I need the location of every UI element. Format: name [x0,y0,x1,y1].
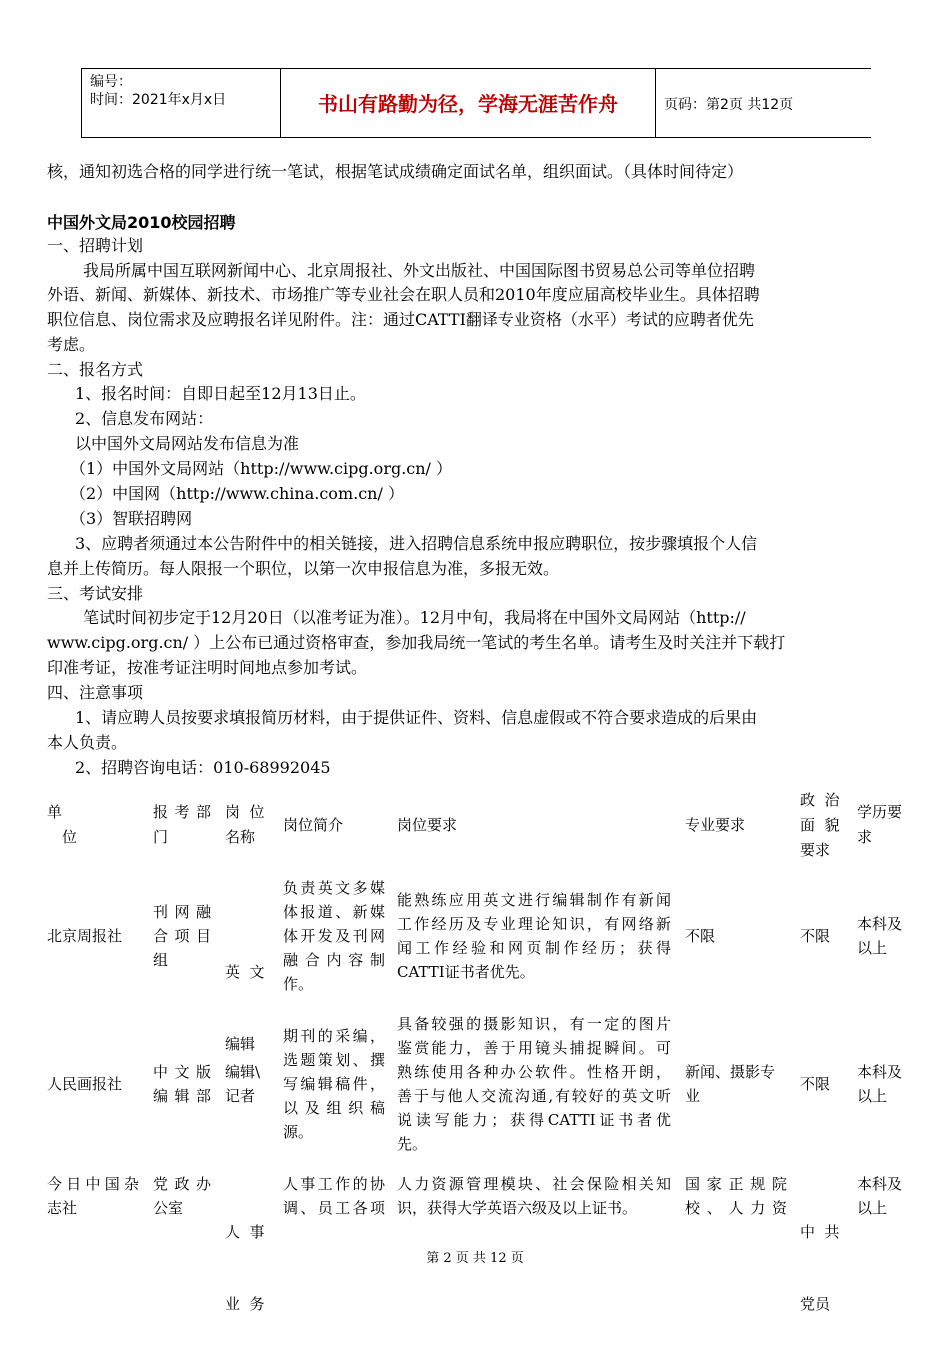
table-cell-unit: 今日中国杂 志社 [47,1175,139,1217]
table-cell-political: 中 共 党员 [800,1223,840,1313]
header-major: 专业要求 [685,816,746,834]
table-cell-position: 人 事 业 务 [225,1223,265,1313]
date-label: 时间：2021年x月x日 [90,92,227,108]
code-label: 编号： [90,74,132,90]
paragraph-line: 职位信息、岗位需求及应聘报名详见附件。注：通过CATTI翻译专业资格（水平）考试的应聘者优先 [47,310,754,329]
paragraph-line: 笔试时间初步定于12月20日（以准考证为准）。12月中旬，我局将在中国外文局网站（http:// [83,608,746,627]
header-education: 学历要 [857,803,903,821]
paragraph-line: 外语、新闻、新媒体、新技术、市场推广等专业社会在职人员和2010年度应届高校毕业生。具体招聘 [47,285,760,304]
table-cell-intro: 期刊的采编， 选题策划、撰 写编辑稿件， 以及组织稿 源。 [283,1027,385,1141]
table-cell-education: 本科及 以上 [857,1175,903,1217]
page-footer: 第 2 页 共 12 页 [426,1251,524,1266]
list-item: 1、请应聘人员按要求填报简历材料，由于提供证件、资料、信息虚假或不符合要求造成的后果由 [75,708,758,727]
paragraph-line: 我局所属中国互联网新闻中心、北京周报社、外文出版社、中国国际图书贸易总公司等单位招聘 [83,261,756,280]
header-page-box [656,69,871,137]
paragraph-line: www.cipg.org.cn/ ）上公布已通过资格审查，参加我局统一笔试的考生名单。请考生及时关注并下载打 [47,633,786,652]
table-cell-dept: 中文版 编辑部 [153,1063,211,1105]
page-number-label: 页码：第2页 共12页 [664,97,794,113]
list-item: 2、招聘咨询电话：010-68992045 [75,758,331,777]
header-intro: 岗位简介 [283,816,344,834]
table-cell-position: 编辑\ 记者 [225,1063,261,1105]
header-political-2: 面 貌 [800,816,840,834]
paragraph-line: 印准考证，按准考证注明时间地点参加考试。 [47,658,368,677]
list-item: （3）智联招聘网 [70,509,193,528]
page-header [81,68,871,138]
list-item: 1、报名时间：自即日起至12月13日止。 [75,384,366,403]
heading-2: 二、报名方式 [47,360,144,379]
table-cell-unit: 人民画报社 [47,1075,123,1093]
table-cell-requirements: 能熟练应用英文进行编辑制作有新闻 工作经历及专业理论知识，有网络新 闻工作经验和网页制作经历；获得 CATTI证书者优先。 [397,891,671,981]
heading-4: 四、注意事项 [47,683,144,702]
header-motto-box [281,69,656,137]
table-cell-requirements: 人力资源管理模块、社会保险相关知 识，获得大学英语六级及以上证书。 [397,1175,671,1217]
header-education-2: 求 [857,828,873,846]
header-political-3: 要求 [800,841,831,859]
motto: 书山有路勤为径，学海无涯苦作舟 [318,92,618,116]
heading-3: 三、考试安排 [47,584,144,603]
table-cell-political: 不限 [800,1075,831,1093]
list-item: 3、应聘者须通过本公告附件中的相关链接，进入招聘信息系统申报应聘职位，按步骤填报个人信 [75,534,758,553]
header-requirements: 岗位要求 [397,816,458,834]
header-unit: 单 [47,803,63,821]
header-position-2: 名称 [225,828,256,846]
table-cell-position: 英 文 编辑 [225,963,265,1053]
paragraph-line: 息并上传简历。每人限报一个职位，以第一次申报信息为准，多报无效。 [47,559,560,578]
table-cell-requirements: 具备较强的摄影知识，有一定的图片 鉴赏能力，善于用镜头捕捉瞬间。可 熟练使用各种办公软件。性格开朗， 善于与他人交流沟通,有较好的英文听 说读写能力；获得CATTI证书者优 先。 [397,1015,671,1153]
list-item: 2、信息发布网站： [75,409,214,428]
table-cell-intro: 人事工作的协 调、员工各项 [283,1175,385,1217]
list-item: 以中国外文局网站发布信息为准 [75,434,300,453]
list-item: （1）中国外文局网站（http://www.cipg.org.cn/ ） [70,459,453,478]
header-dept-2: 门 [153,828,169,846]
table-cell-major: 不限 [685,927,716,945]
table-cell-major: 国家正规院 校、人力资 [685,1175,787,1217]
table-cell-dept: 党政办 公室 [153,1175,211,1217]
paragraph-line: 考虑。 [47,335,96,354]
continuation-line: 核，通知初选合格的同学进行统一笔试，根据笔试成绩确定面试名单，组织面试。（具体时间待定） [47,162,744,181]
table-cell-education: 本科及 以上 [857,915,903,957]
header-position: 岗 位 [225,803,265,821]
table-cell-major: 新闻、摄影专 业 [685,1063,776,1105]
header-meta [81,69,281,137]
header-unit-2: 位 [62,828,78,846]
heading-1: 一、招聘计划 [47,236,144,255]
section-title: 中国外文局2010校园招聘 [47,213,236,232]
list-item: （2）中国网（http://www.china.com.cn/ ） [70,484,404,503]
table-cell-education: 本科及 以上 [857,1063,903,1105]
header-dept: 报考部 [153,803,211,821]
table-cell-dept: 刊网融 合项目 组 [153,903,211,969]
table-cell-unit: 北京周报社 [47,927,123,945]
table-cell-intro: 负责英文多媒 体报道、新媒 体开发及刊网 融合内容制 作。 [283,879,385,993]
header-political: 政 治 [800,791,840,809]
paragraph-line: 本人负责。 [47,733,128,752]
table-cell-political: 不限 [800,927,831,945]
